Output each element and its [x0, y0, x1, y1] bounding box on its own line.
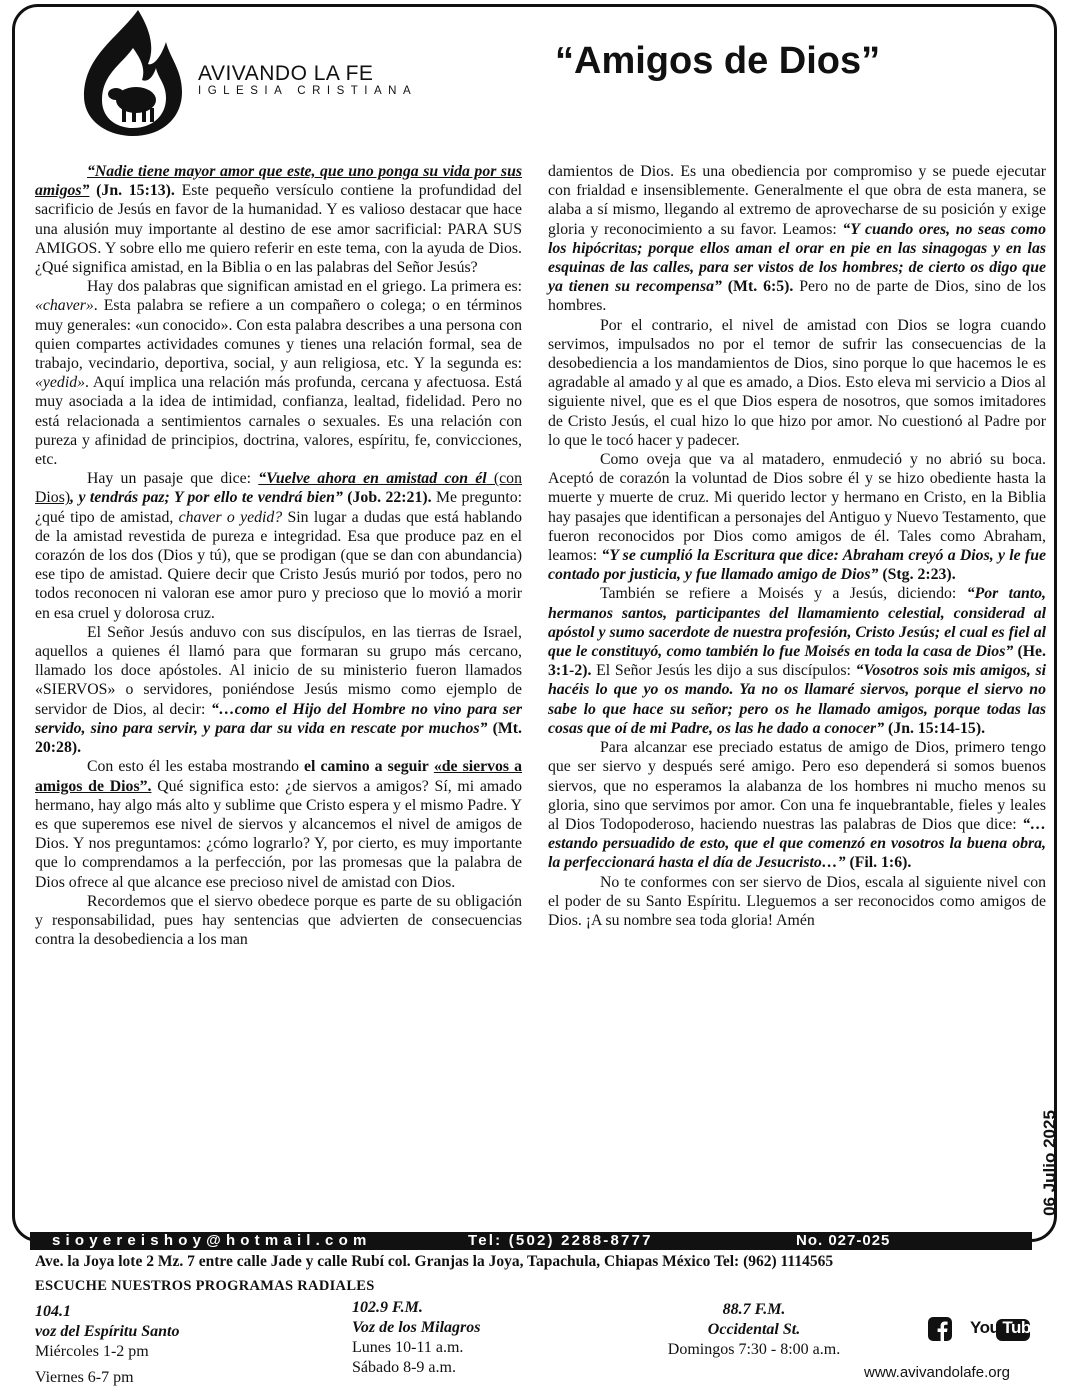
paragraph-text: Qué significa esto: ¿de siervos a amigos? Sí, mi amado hermano, hay algo más alto y sublime que Cristo espera y el mismo Padre. Y es que superemos ese nivel de siervos y alcancemos el nivel de amigos de Dios. Y nos preguntamos: ¿cómo lograrlo? Y, por cierto, es muy importante que lo comprendamos a la perfección, por las promesas que la palabra de Dios ofrece al que alcance ese precioso nivel de amistad con Dios. [35, 777, 522, 891]
brand-subtitle: IGLESIA CRISTIANA [198, 85, 418, 97]
paragraph-text: Hay un pasaje que dice: [87, 470, 259, 488]
radio-station [352, 1298, 480, 1378]
contact-bar [30, 1232, 1032, 1250]
paragraph-text: Este pequeño versículo contiene la profundidad del sacrificio de Jesús en favor de la humanidad. Y es valioso destacar que hace una alusión muy importante al destino de ese amor sacrificial: PARA SUS AMIGOS. Y sobre ello me quiero referir en este tema, con la ayuda de Dios. ¿Qué significa amistad, en la Biblia o en las palabras del Señor Jesús? [35, 182, 522, 277]
page-title: “Amigos de Dios” [555, 40, 881, 82]
paragraph-text: Recordemos que el siervo obedece porque es parte de su obligación y responsabilidad, pues hay sentencias que advierten de consecuencias contra la desobediencia a los man [35, 892, 522, 949]
radio-station [654, 1300, 854, 1360]
paragraph [35, 469, 522, 623]
paragraph [35, 162, 522, 277]
paragraph-text: damientos de Dios. Es una obediencia por compromiso y se puede ejecutar con frialdad e insensiblemente. Generalmente el que obra de esta manera, se alaba a sí mismo, llegando al extremo de aprovecharse de su posición y exige gloria y reconocimiento a su favor. Leamos: [548, 163, 1046, 238]
website-link[interactable]: www.avivandolafe.org [864, 1364, 1010, 1381]
paragraph [548, 873, 1046, 931]
paragraph-text: Me pregunto: ¿qué tipo de amistad, [35, 489, 522, 526]
bible-quote: , y tendrás paz; Y por ello te vendrá bien” [70, 489, 343, 507]
paragraph [548, 450, 1046, 584]
bible-ref: (Jn. 15:14-15). [884, 719, 986, 737]
address: Ave. la Joya lote 2 Mz. 7 entre calle Jade y calle Rubí col. Granjas la Joya, Tapachula, Chiapas México Tel: (962) 1114565 [35, 1253, 834, 1270]
bible-ref: (Job. 22:21). [342, 489, 432, 507]
bible-ref: (Fil. 1:6). [845, 854, 912, 872]
right-column [548, 162, 1046, 930]
paragraph-text: Pero no de parte de Dios, sino de los hombres. [548, 278, 1047, 315]
left-column [35, 162, 522, 949]
bold-text: «de siervos a amigos de Dios”. [35, 758, 522, 795]
bible-ref: (He. 3:1-2). [548, 643, 1046, 680]
bible-ref: (Jn. 15:13). [96, 182, 175, 200]
brand-name: AVIVANDO LA FE [198, 62, 374, 85]
facebook-icon[interactable] [928, 1317, 952, 1341]
youtube-label: You Tube [970, 1318, 1040, 1337]
bible-ref: (Mt. 6:5). [721, 278, 794, 296]
paragraph-text: No te conformes con ser siervo de Dios, escala al siguiente nivel con el poder de su Santo Espíritu. Lleguemos a ser reconocidos como amigos de Dios. ¡A su nombre sea toda gloria! Amén [548, 873, 1046, 929]
issue-number: No. 027-025 [796, 1232, 891, 1249]
brand [198, 62, 417, 97]
paragraph-text: Con esto él les estaba mostrando [87, 758, 305, 776]
paragraph [35, 892, 522, 950]
paragraph-text: Sin lugar a dudas que está hablando de la amistad revestida de pureza e integridad. Esa que produce paz en el corazón de los dos (Dios y tú), que se prodigan (que se dan con abundancia) ese tipo de amistad. Quiere decir que Cristo Jesús murió por todos, pero no todos reconocen ni valoran ese amor puro y precioso que lo movió a morir en esa cruel y dolorosa cruz. [35, 508, 522, 622]
bible-quote: “Nadie tiene mayor amor que este, que uno ponga su vida por sus amigos” [35, 163, 522, 200]
paragraph-text: Para alcanzar ese preciado estatus de amigo de Dios, primero tengo que ser siervo y después seré amigo. Pero eso dependerá si somos buenos siervos, que no esperamos la alabanza de los hombres ni mucho menos su gloria, sino que servimos por amor. Con una fe inquebrantable, fieles y leales al Dios Todopoderoso, haciendo nuestras las palabras de Dios que dice: [548, 739, 1046, 833]
paragraph [35, 757, 522, 891]
bible-quote: “Y se cumplió la Escritura que dice: Abraham creyó a Dios, y le fue contado por justicia, y fue llamado amigo de Dios” [548, 547, 1046, 584]
radio-station [35, 1302, 179, 1388]
station-name: Occidental St. [707, 1321, 801, 1338]
paragraph [548, 162, 1046, 316]
bible-ref: (Stg. 2:23). [878, 566, 956, 584]
issue-date [1030, 1088, 1070, 1238]
greek-word: «chaver» [35, 297, 94, 315]
bible-quote: “Y cuando ores, no seas como los hipócritas; porque ellos aman el orar en pie en las sinagogas y en las esquinas de las calles, para ser vistos de los hombres; de cierto os digo que ya tienen su recompensa” [548, 220, 1046, 296]
bible-quote: “Vosotros sois mis amigos, si hacéis lo que yo os mando. Ya no os llamaré siervos, porque el siervo no sabe lo que hace su señor; pero os he llamado amigos, porque todas las cosas que oí de mi Padre, os las he dado a conocer” [548, 662, 1047, 737]
paragraph-text: . Aquí implica una relación más profunda, cercana y afectuosa. Está muy asociada a la idea de intimidad, confianza, lealtad, fidelidad. Pero no está relacionada a sentimientos carnales o sexuales. Es una relación con pureza y afinidad de principios, doctrina, valores, espíritu, fe, convicciones, etc. [35, 374, 522, 469]
greek-word: «yedid» [35, 374, 86, 392]
flame-sheep-logo [78, 8, 188, 138]
bible-quote: “…como el Hijo del Hombre no vino para ser servido, sino para servir, y para dar su vida en rescate por muchos” [35, 700, 523, 737]
paragraph-text: Por el contrario, el nivel de amistad con Dios se logra cuando servimos, impulsados no por el temor de sufrir las consecuencias de la desobediencia a los mandamientos de Dios, sino porque lo que hacemos le es agradable al amado y al que es amado, a Dios. Esto eleva mi servicio a Dios al siguiente nivel, que es el que Dios espera de nosotros, que somos imitadores de Cristo Jesús, el cual hizo lo que hizo por amor. No cuestionó al Padre por lo que le tocó hacer y padecer. [548, 316, 1046, 449]
station-schedule: Miércoles 1-2 pm [35, 1343, 149, 1360]
station-name: voz del Espíritu Santo [35, 1323, 180, 1340]
email-link[interactable]: sioyereishoy@hotmail.com [52, 1232, 372, 1249]
bible-quote: “Por tanto, hermanos santos, participantes del llamamiento celestial, considerad al apóstol y sumo sacerdote de nuestra profesión, Cristo Jesús; el cual es fiel al que le constituyó, como también lo fue Moisés en toda la casa de Dios” [548, 585, 1046, 661]
paragraph [548, 738, 1046, 872]
radio-heading: ESCUCHE NUESTROS PROGRAMAS RADIALES [35, 1278, 375, 1294]
youtube-icon[interactable] [970, 1317, 1040, 1348]
station-frequency: 102.9 F.M. [352, 1299, 423, 1316]
station-frequency: 88.7 F.M. [722, 1301, 786, 1318]
italic-text: chaver o yedid? [178, 508, 283, 526]
bold-text: el camino a seguir [304, 758, 429, 776]
paragraph-text: El Señor Jesús les dijo a sus discípulos: [591, 662, 856, 680]
bible-ref: (Mt. 20:28). [35, 719, 522, 757]
station-schedule: Domingos 7:30 - 8:00 a.m. [667, 1341, 841, 1358]
issue-date-text: 06 Julio 2025 [1040, 1110, 1059, 1216]
phone-number: Tel: (502) 2288-8777 [468, 1232, 653, 1249]
paragraph-text: . Esta palabra se refiere a un compañero o colega; o en términos muy generales: «un conocido». Con esta palabra describes a una persona con quien compartes actividades comunes y tienes una relación formal, sea de trabajo, vecindario, deportiva, social, y aun religiosa, etc. Y la segunda es: [35, 297, 522, 373]
paragraph-text: (con Dios) [35, 470, 522, 507]
paragraph [548, 316, 1046, 450]
bible-quote: “Vuelve ahora en amistad con él [258, 470, 487, 488]
paragraph [35, 623, 522, 757]
paragraph [548, 584, 1046, 738]
station-schedule: Viernes 6-7 pm [35, 1369, 134, 1386]
station-frequency: 104.1 [35, 1303, 71, 1320]
paragraph-text: Hay dos palabras que significan amistad en el griego. La primera es: [87, 278, 522, 296]
station-name: Voz de los Milagros [352, 1319, 481, 1336]
station-schedule: Sábado 8-9 a.m. [352, 1359, 456, 1376]
station-schedule: Lunes 10-11 a.m. [352, 1339, 464, 1356]
paragraph [35, 277, 522, 469]
paragraph-text: El Señor Jesús anduvo con sus discípulos, en las tierras de Israel, aquellos a quienes él llamó para que formaran su grupo más cercano, llamado los doce apóstoles. Al inicio de su ministerio fueron llamados «SIERVOS» o servidores, poniéndose Jesús mismo como ejemplo de servidor de Dios, al decir: [35, 623, 522, 718]
paragraph-text: También se refiere a Moisés y a Jesús, diciendo: [600, 585, 967, 603]
paragraph-text: Como oveja que va al matadero, enmudeció y no abrió su boca. Aceptó de corazón la voluntad de Dios sobre él y se hizo obediente hasta la muerte y muerte de cruz. Mi querido lector y hermano en Cristo, en la Biblia hay pasajes que identifican a personajes del Antiguo y Nuevo Testamento, que fueron reconocidos por Dios como amigos de él. Tales como Abraham, leamos: [548, 451, 1046, 565]
bible-quote: “…estando persuadido de esto, que el que comenzó en vosotros la buena obra, la perfeccionará hasta el día de Jesucristo…” [548, 815, 1046, 872]
